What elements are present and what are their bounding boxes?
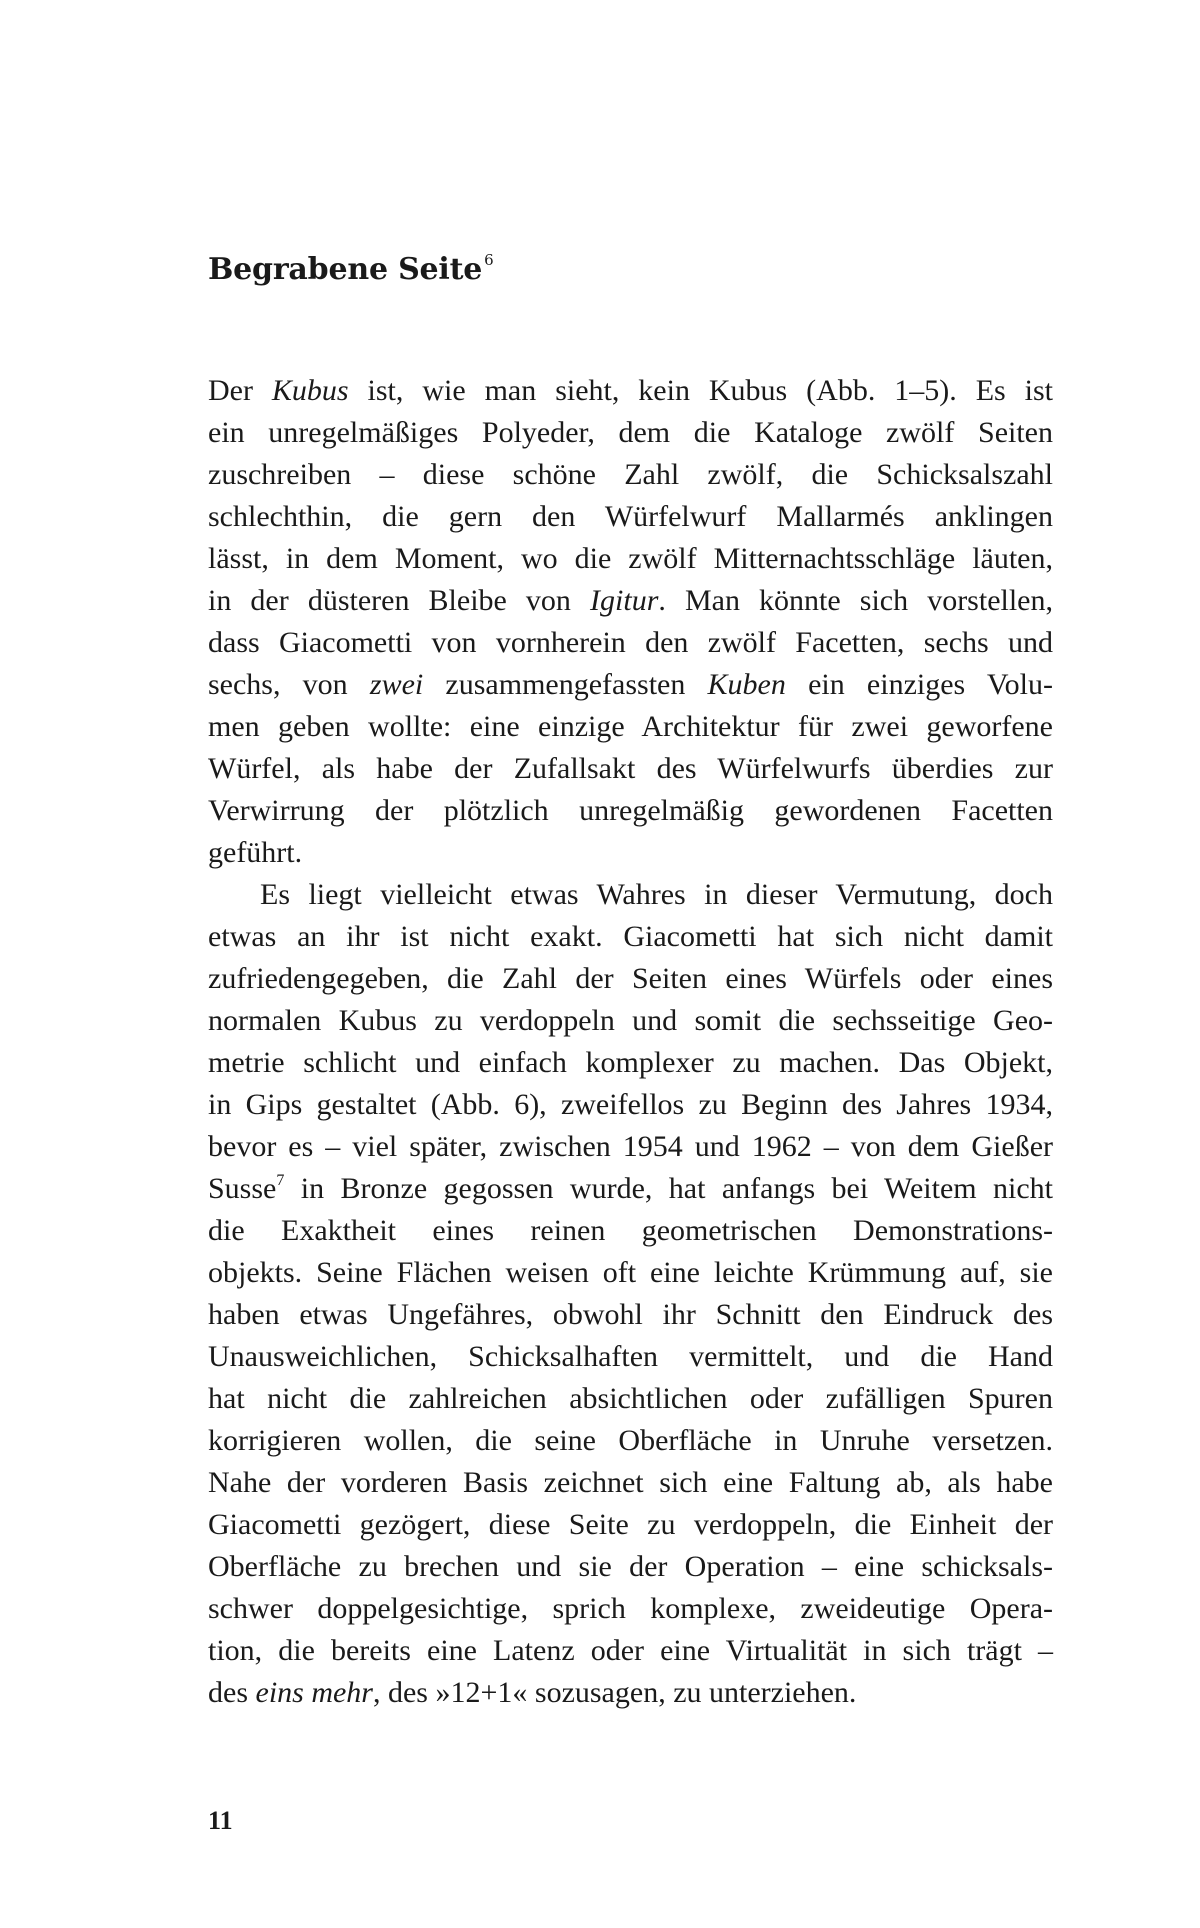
- text-run: haben etwas Ungefähres, obwohl ihr Schnitt den Eindruck des: [208, 1298, 1053, 1331]
- text-line: [208, 1672, 1053, 1714]
- text-line: [208, 664, 1053, 706]
- text-run: zusammengefassten: [423, 668, 708, 701]
- text-run: Giacometti gezögert, diese Seite zu verdoppeln, die Einheit der: [208, 1508, 1053, 1541]
- text-line: [208, 916, 1053, 958]
- text-line: [208, 538, 1053, 580]
- text-line: [208, 1210, 1053, 1252]
- text-run: etwas an ihr ist nicht exakt. Giacometti hat sich nicht damit: [208, 920, 1053, 953]
- text-run: dass Giacometti von vornherein den zwölf Facetten, sechs und: [208, 626, 1053, 659]
- text-run: schwer doppelgesichtige, sprich komplexe, zweideutige Opera-: [208, 1592, 1053, 1625]
- italic-text: Kuben: [707, 668, 786, 701]
- text-line: [208, 370, 1053, 412]
- text-line: [208, 1420, 1053, 1462]
- text-run: in Gips gestaltet (Abb. 6), zweifellos zu Beginn des Jahres 1934,: [208, 1088, 1053, 1121]
- text-line: [208, 1000, 1053, 1042]
- footnote-marker: 7: [276, 1172, 285, 1189]
- chapter-title: Begrabene Seite: [208, 252, 483, 287]
- text-run: Es liegt vielleicht etwas Wahres in dieser Vermutung, doch: [260, 878, 1053, 911]
- text-run: lässt, in dem Moment, wo die zwölf Mitternachtsschläge läuten,: [208, 542, 1053, 575]
- text-line: [208, 1462, 1053, 1504]
- text-line: [208, 580, 1053, 622]
- text-line: [208, 1588, 1053, 1630]
- italic-text: zwei: [369, 668, 424, 701]
- italic-text: eins mehr: [255, 1676, 373, 1709]
- text-run: Würfel, als habe der Zufallsakt des Würfelwurfs überdies zur: [208, 752, 1053, 785]
- text-run: Verwirrung der plötzlich unregelmäßig gewordenen Facetten: [208, 794, 1053, 827]
- text-line: [208, 1336, 1053, 1378]
- text-line: [208, 748, 1053, 790]
- text-run: men geben wollte: eine einzige Architektur für zwei geworfene: [208, 710, 1053, 743]
- page-number: 11: [208, 1806, 233, 1835]
- text-run: Nahe der vorderen Basis zeichnet sich eine Faltung ab, als habe: [208, 1466, 1053, 1499]
- text-run: tion, die bereits eine Latenz oder eine Virtualität in sich trägt –: [208, 1634, 1053, 1667]
- text-line: [208, 622, 1053, 664]
- text-line: [208, 790, 1053, 832]
- text-line: [208, 1378, 1053, 1420]
- italic-text: Kubus: [271, 374, 349, 407]
- text-run: zufriedengegeben, die Zahl der Seiten eines Würfels oder eines: [208, 962, 1053, 995]
- text-line: [208, 412, 1053, 454]
- text-run: metrie schlicht und einfach komplexer zu machen. Das Objekt,: [208, 1046, 1053, 1079]
- text-line: [208, 1546, 1053, 1588]
- text-run: korrigieren wollen, die seine Oberfläche in Unruhe versetzen.: [208, 1424, 1053, 1457]
- text-line: [208, 874, 1053, 916]
- text-run: die Exaktheit eines reinen geometrischen Demonstrations-: [208, 1214, 1053, 1247]
- body-text: [208, 370, 1053, 1714]
- text-run: sechs, von: [208, 668, 370, 701]
- heading-footnote-marker: 6: [484, 251, 494, 269]
- text-line: [208, 1504, 1053, 1546]
- text-run: Susse: [208, 1172, 277, 1205]
- chapter-heading: [208, 240, 494, 290]
- text-run: des: [208, 1676, 256, 1709]
- text-run: objekts. Seine Flächen weisen oft eine leichte Krümmung auf, sie: [208, 1256, 1053, 1289]
- text-line: [208, 454, 1053, 496]
- text-line: [208, 958, 1053, 1000]
- italic-text: Igitur: [590, 584, 659, 617]
- text-run: ein unregelmäßiges Polyeder, dem die Kataloge zwölf Seiten: [208, 416, 1053, 449]
- text-line: [208, 496, 1053, 538]
- text-run: . Man könnte sich vorstellen,: [658, 584, 1053, 617]
- text-run: ein einziges Volu-: [785, 668, 1053, 701]
- text-run: Oberfläche zu brechen und sie der Operation – eine schicksals-: [208, 1550, 1053, 1583]
- text-line: [208, 832, 1053, 874]
- text-run: hat nicht die zahlreichen absichtlichen oder zufälligen Spuren: [208, 1382, 1053, 1415]
- text-run: zuschreiben – diese schöne Zahl zwölf, die Schicksalszahl: [208, 458, 1053, 491]
- text-run: normalen Kubus zu verdoppeln und somit die sechsseitige Geo-: [208, 1004, 1053, 1037]
- text-line: [208, 1084, 1053, 1126]
- text-line: [208, 1630, 1053, 1672]
- text-line: [208, 706, 1053, 748]
- text-run: ist, wie man sieht, kein Kubus (Abb. 1–5). Es ist: [348, 374, 1053, 407]
- text-run: bevor es – viel später, zwischen 1954 und 1962 – von dem Gießer: [208, 1130, 1053, 1163]
- text-run: schlechthin, die gern den Würfelwurf Mallarmés anklingen: [208, 500, 1053, 533]
- text-run: Unausweichlichen, Schicksalhaften vermittelt, und die Hand: [208, 1340, 1053, 1373]
- text-run: Der: [208, 374, 272, 407]
- text-line: [208, 1126, 1053, 1168]
- text-line: [208, 1294, 1053, 1336]
- text-line: [208, 1252, 1053, 1294]
- text-run: , des »12+1« sozusagen, zu unterziehen.: [372, 1676, 857, 1709]
- text-run: in Bronze gegossen wurde, hat anfangs bei Weitem nicht: [284, 1172, 1053, 1205]
- text-line: [208, 1042, 1053, 1084]
- text-run: in der düsteren Bleibe von: [208, 584, 591, 617]
- text-line: [208, 1168, 1053, 1210]
- text-run: geführt.: [208, 836, 303, 869]
